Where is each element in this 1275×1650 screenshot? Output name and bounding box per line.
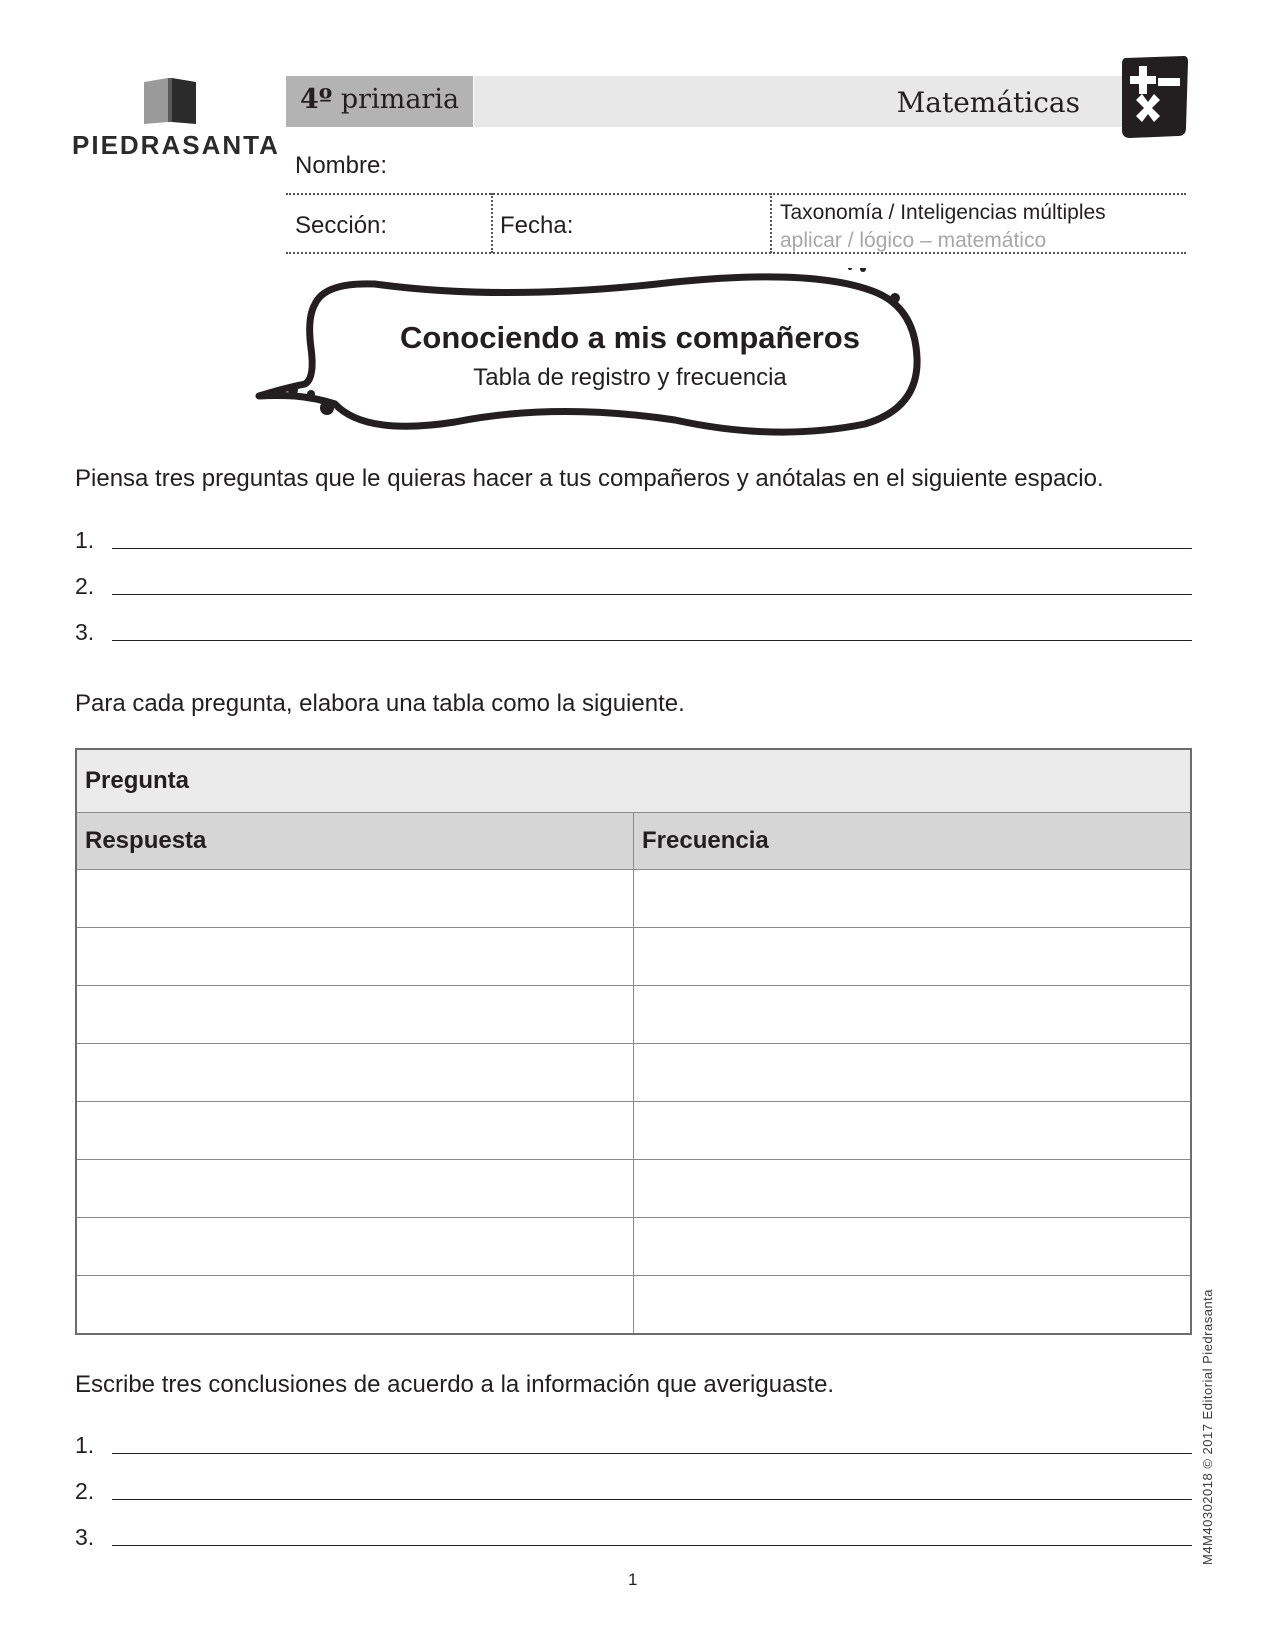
table-row — [76, 1218, 1191, 1276]
taxonomy-value: aplicar / lógico – matemático — [780, 229, 1047, 252]
answer-line[interactable] — [112, 1545, 1192, 1546]
instruction-conclusions: Escribe tres conclusiones de acuerdo a la información que averiguaste. — [75, 1371, 835, 1398]
instruction-table: Para cada pregunta, elabora una tabla como la siguiente. — [75, 690, 685, 717]
answer-line-number: 3. — [75, 619, 95, 645]
table-row — [76, 1102, 1191, 1160]
frequency-cell[interactable] — [634, 1160, 1192, 1218]
table-row — [76, 928, 1191, 986]
dotted-divider — [286, 193, 1186, 195]
publisher-logo — [72, 74, 280, 164]
dotted-divider-vertical — [491, 193, 493, 253]
answer-line[interactable] — [112, 1453, 1192, 1454]
frequency-cell[interactable] — [634, 1044, 1192, 1102]
frequency-table — [75, 748, 1192, 1335]
taxonomy-title: Taxonomía / Inteligencias múltiples — [780, 201, 1106, 224]
response-cell[interactable] — [76, 1160, 634, 1218]
table-row — [76, 1276, 1191, 1335]
answer-line[interactable] — [112, 640, 1192, 641]
table-row — [76, 1044, 1191, 1102]
table-row — [76, 870, 1191, 928]
worksheet-subtitle: Tabla de registro y frecuencia — [473, 364, 787, 391]
nombre-label: Nombre: — [295, 152, 388, 179]
answer-line-number: 2. — [75, 573, 95, 599]
frequency-cell[interactable] — [634, 928, 1192, 986]
response-cell[interactable] — [76, 1102, 634, 1160]
answer-line[interactable] — [112, 548, 1192, 549]
dotted-divider — [286, 252, 1186, 254]
question-header: Pregunta — [76, 749, 1191, 813]
copyright-credit: M4M40302018 © 2017 Editorial Piedrasanta — [1200, 1288, 1215, 1565]
answer-line[interactable] — [112, 1499, 1192, 1500]
response-cell[interactable] — [76, 928, 634, 986]
subject-label: Matemáticas — [896, 86, 1080, 119]
answer-line-number: 3. — [75, 1524, 95, 1550]
response-cell[interactable] — [76, 1218, 634, 1276]
table-header-row — [76, 749, 1191, 813]
grade-number: 4º — [300, 84, 333, 115]
response-header: Respuesta — [76, 813, 634, 870]
frequency-header: Frecuencia — [634, 813, 1192, 870]
logo-text: PIEDRASANTA — [72, 130, 280, 160]
frequency-cell[interactable] — [634, 870, 1192, 928]
frequency-cell[interactable] — [634, 1218, 1192, 1276]
math-operations-icon — [1120, 54, 1190, 140]
answer-line-number: 1. — [75, 1432, 95, 1458]
seccion-label: Sección: — [295, 212, 388, 239]
response-cell[interactable] — [76, 1044, 634, 1102]
response-cell[interactable] — [76, 1276, 634, 1335]
grade-word: primaria — [340, 84, 460, 115]
table-subheader-row — [76, 813, 1191, 870]
response-cell[interactable] — [76, 986, 634, 1044]
page-number: 1 — [628, 1570, 638, 1589]
dotted-divider-vertical — [770, 193, 772, 253]
answer-line-number: 1. — [75, 527, 95, 553]
frequency-cell[interactable] — [634, 1276, 1192, 1335]
title-cloud-frame — [255, 268, 955, 448]
instruction-questions: Piensa tres preguntas que le quieras hacer a tus compañeros y anótalas en el siguiente espacio. — [75, 465, 1104, 492]
answer-line[interactable] — [112, 594, 1192, 595]
fecha-label: Fecha: — [500, 212, 574, 239]
answer-line-number: 2. — [75, 1478, 95, 1504]
frequency-cell[interactable] — [634, 986, 1192, 1044]
worksheet-title: Conociendo a mis compañeros — [400, 320, 860, 355]
table-row — [76, 1160, 1191, 1218]
frequency-cell[interactable] — [634, 1102, 1192, 1160]
response-cell[interactable] — [76, 870, 634, 928]
book-icon — [142, 76, 198, 126]
grade-label — [300, 84, 459, 115]
table-row — [76, 986, 1191, 1044]
